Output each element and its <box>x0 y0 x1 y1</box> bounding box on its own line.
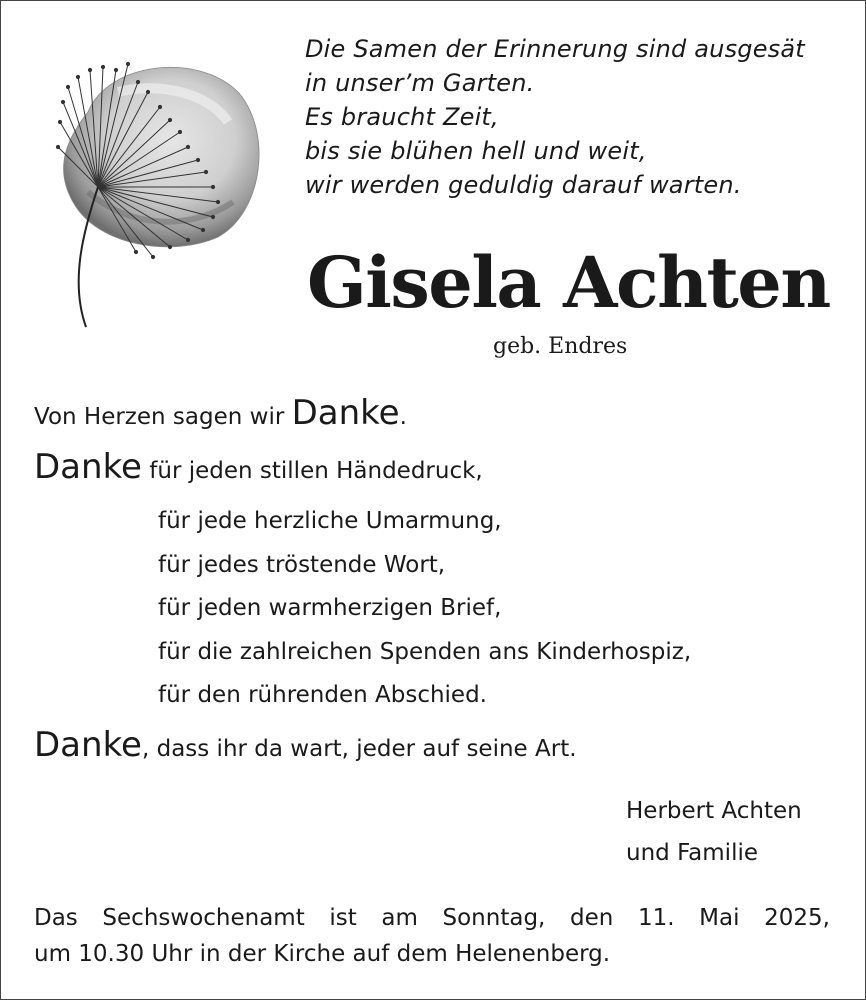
thanks-first-line <box>34 447 483 487</box>
poem-line: bis sie blühen hell und weit, <box>305 137 647 165</box>
mass-word: am <box>381 905 418 931</box>
thanks-intro-suffix: . <box>399 404 407 430</box>
thanks-first-item: für jeden stillen Händedruck, <box>141 458 483 484</box>
deceased-name: Gisela Achten <box>307 241 830 324</box>
mass-word: Sonntag, <box>442 905 546 931</box>
list-item: für den rührenden Abschied. <box>158 682 487 709</box>
signature-line: und Familie <box>626 840 759 866</box>
poem-line: in unser’m Garten. <box>305 69 535 97</box>
thanks-list <box>158 500 691 718</box>
list-item: für jedes tröstende Wort, <box>158 551 446 578</box>
mass-word: Mai <box>699 905 740 931</box>
mass-word: Sechswochenamt <box>102 905 305 931</box>
maiden-name: geb. Endres <box>493 334 628 359</box>
thanks-intro-prefix: Von Herzen sagen wir <box>34 404 292 430</box>
thanks-intro <box>34 393 407 433</box>
mass-line-2: um 10.30 Uhr in der Kirche auf dem Helenenberg. <box>34 941 611 967</box>
closing-text: , dass ihr da wart, jeder auf seine Art. <box>141 736 577 762</box>
mass-line-1 <box>34 900 830 936</box>
memorial-poem <box>305 32 845 202</box>
mass-announcement <box>34 900 834 972</box>
thanks-intro-word: Danke <box>291 393 400 433</box>
mass-word: ist <box>329 905 357 931</box>
signature-line: Herbert Achten <box>626 798 802 824</box>
list-item: für jeden warmherzigen Brief, <box>158 595 502 622</box>
list-item: für jede herzliche Umarmung, <box>158 508 502 534</box>
list-item: für die zahlreichen Spenden ans Kinderhospiz, <box>158 638 692 665</box>
mass-word: den <box>570 905 614 931</box>
mass-word: 2025, <box>764 905 830 931</box>
mass-word: 11. <box>637 905 675 931</box>
mass-word: Das <box>34 905 78 931</box>
signature <box>626 790 802 874</box>
dandelion-seed-flower-icon <box>48 52 268 332</box>
danke-word: Danke <box>34 447 142 487</box>
poem-line: Es braucht Zeit, <box>305 103 499 131</box>
closing-danke-word: Danke <box>34 725 142 765</box>
poem-line: wir werden geduldig darauf warten. <box>305 171 742 199</box>
poem-line: Die Samen der Erinnerung sind ausgesät <box>305 35 805 63</box>
thanks-closing <box>34 725 577 765</box>
